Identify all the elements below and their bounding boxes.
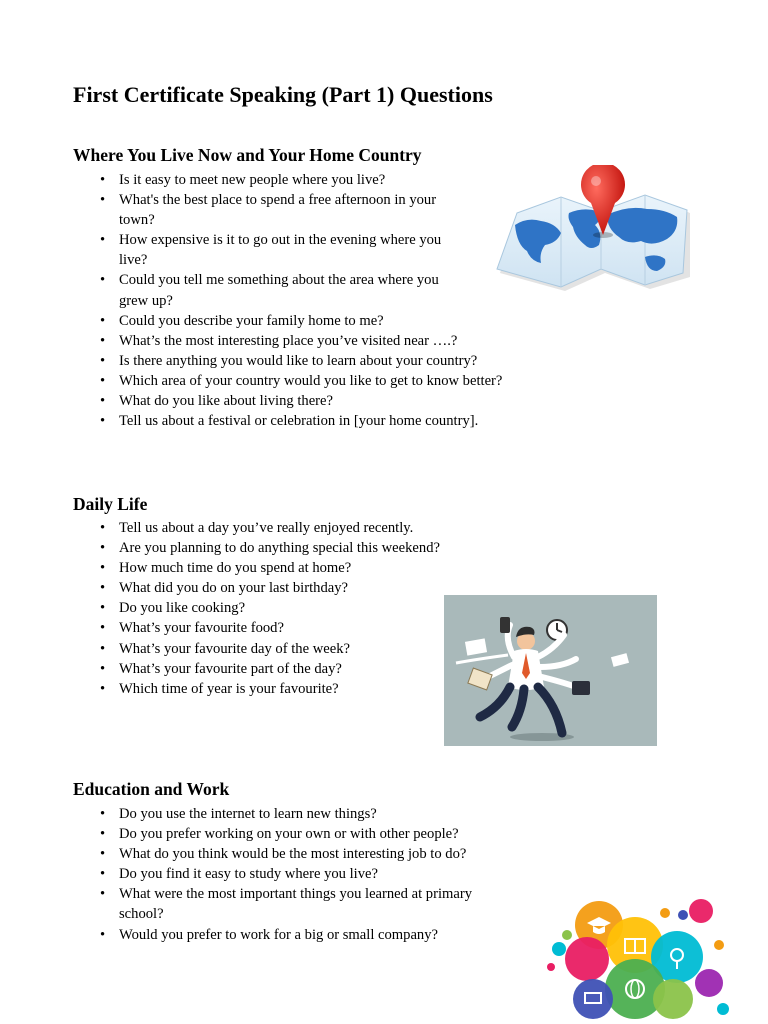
section-heading-education-work: Education and Work <box>73 779 230 799</box>
list-item: • Do you find it easy to study where you live? <box>73 864 503 884</box>
list-item: • Which area of your country would you like to get to know better? <box>73 371 579 391</box>
map-pin-icon <box>495 165 695 295</box>
question-list-daily-life <box>73 518 493 699</box>
question-list-home <box>73 170 503 431</box>
list-item: • Do you like cooking? <box>73 598 493 618</box>
busy-businessman-icon <box>444 595 657 746</box>
list-item: • Could you tell me something about the area where you grew up? <box>73 270 464 310</box>
list-item: • What do you like about living there? <box>73 391 473 411</box>
list-item: • What were the most important things you learned at primary school? <box>73 884 509 924</box>
list-item: • Could you describe your family home to me? <box>73 311 473 331</box>
list-item: • Do you prefer working on your own or with other people? <box>73 824 503 844</box>
list-item: • What's the best place to spend a free afternoon in your town? <box>73 190 439 230</box>
list-item: • Would you prefer to work for a big or small company? <box>73 925 503 945</box>
list-item: • What did you do on your last birthday? <box>73 578 493 598</box>
list-item: • Are you planning to do anything special this weekend? <box>73 538 493 558</box>
list-item: • How much time do you spend at home? <box>73 558 493 578</box>
list-item: • Which time of year is your favourite? <box>73 679 493 699</box>
page-title: First Certificate Speaking (Part 1) Questions <box>73 82 493 107</box>
list-item: • Do you use the internet to learn new things? <box>73 804 503 824</box>
list-item: • Tell us about a festival or celebration in [your home country]. <box>73 411 559 431</box>
list-item: • How expensive is it to go out in the evening where you live? <box>73 230 464 270</box>
list-item: • What’s your favourite food? <box>73 618 493 638</box>
list-item: • Tell us about a day you’ve really enjoyed recently. <box>73 518 493 538</box>
list-item: • What’s your favourite day of the week? <box>73 639 493 659</box>
section-heading-home: Where You Live Now and Your Home Country <box>73 145 422 165</box>
education-icons-icon <box>543 895 733 1024</box>
list-item: • Is there anything you would like to learn about your country? <box>73 351 559 371</box>
list-item: • What’s the most interesting place you’ve visited near ….? <box>73 331 559 351</box>
list-item: • What do you think would be the most interesting job to do? <box>73 844 503 864</box>
section-heading-daily-life: Daily Life <box>73 494 148 514</box>
list-item: • What’s your favourite part of the day? <box>73 659 493 679</box>
list-item: • Is it easy to meet new people where you live? <box>73 170 473 190</box>
question-list-education-work <box>73 804 503 945</box>
